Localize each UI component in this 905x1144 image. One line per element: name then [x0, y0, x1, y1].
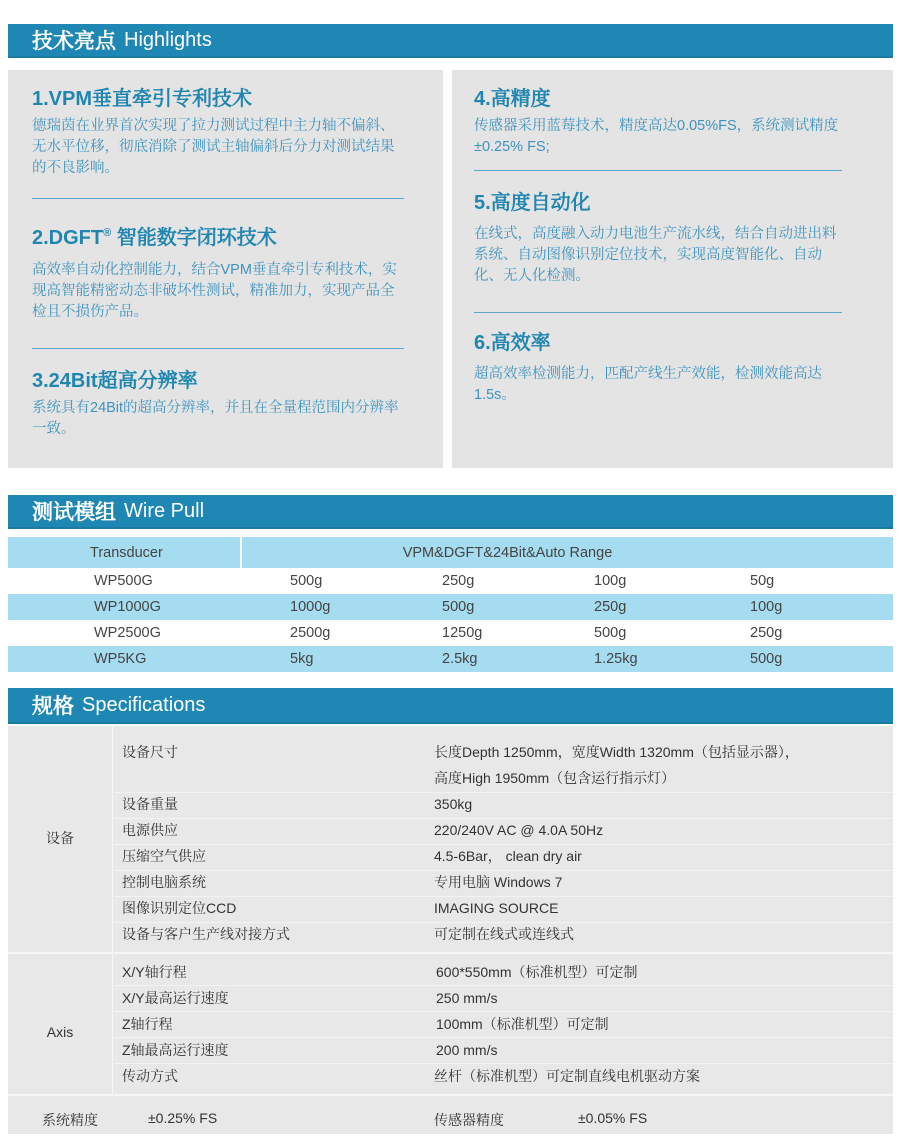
highlight-item-1 — [32, 86, 404, 179]
range-cell: 250g — [594, 599, 627, 615]
spec-row — [114, 1063, 893, 1089]
divider — [112, 726, 113, 952]
highlight-desc: 高效率自动化控制能力，结合VPM垂直牵引专利技术，实现高智能精密动态非破坏性测试，精准加力，实现产品全检且不损伤产品。 — [32, 262, 397, 320]
spec-key: 设备尺寸 — [122, 744, 178, 760]
spec-value: 高度High 1950mm（包含运行指示灯） — [434, 770, 676, 786]
spec-value: 长度Depth 1250mm，宽度Width 1320mm（包括显示器）， — [434, 744, 799, 760]
table-header — [8, 537, 893, 568]
highlight-desc: 德瑞茵在业界首次实现了拉力测试过程中主力轴不偏斜、无水平位移，彻底消除了测试主轴偏斜后分力对测试结果的不良影响。 — [32, 118, 395, 176]
highlight-desc: 超高效率检测能力，匹配产线生产效能，检测效能高达1.5s。 — [474, 366, 822, 403]
spec-key: X/Y最高运行速度 — [122, 990, 229, 1006]
spec-row — [114, 869, 893, 895]
range-cell: 250g — [750, 625, 783, 641]
spec-key: X/Y轴行程 — [122, 964, 187, 980]
spec-value: 200 mm/s — [436, 1042, 498, 1058]
highlight-title: 3.24Bit超高分辨率 — [32, 370, 198, 392]
table-row — [8, 646, 893, 672]
header-tech: VPM&DGFT&24Bit&Auto Range — [402, 544, 613, 561]
spec-key: Z轴行程 — [122, 1016, 173, 1032]
spec-value: 350kg — [434, 796, 473, 812]
wirepull-title-en: Wire Pull — [124, 499, 205, 522]
spec-group-label: 设备 — [46, 830, 74, 846]
spec-value: 专用电脑 Windows 7 — [434, 874, 563, 890]
highlight-item-2 — [32, 220, 404, 323]
spec-value: 250 mm/s — [436, 990, 498, 1006]
model-cell: WP5KG — [94, 651, 147, 667]
divider — [8, 1094, 893, 1096]
spec-key: Z轴最高运行速度 — [122, 1042, 229, 1058]
range-cell: 5kg — [290, 651, 314, 667]
highlight-title: 1.VPM垂直牵引专利技术 — [32, 88, 253, 110]
wirepull-table — [8, 537, 893, 672]
highlight-item-3 — [32, 368, 404, 440]
range-cell: 1250g — [442, 625, 483, 641]
wirepull-title-cn: 测试模组 — [32, 501, 116, 524]
range-cell: 500g — [750, 651, 783, 667]
highlight-desc: 在线式，高度融入动力电池生产流水线，结合自动进出料系统、自动图像识别定位技术，实现高度智能化、自动化、无人化检测。 — [474, 226, 837, 284]
divider — [112, 954, 113, 1094]
range-cell: 250g — [442, 573, 475, 589]
spec-value: 丝杆（标准机型）可定制直线电机驱动方案 — [434, 1068, 700, 1084]
system-accuracy-value: ±0.25% FS — [148, 1110, 218, 1126]
sensor-accuracy-label: 传感器精度 — [434, 1112, 504, 1128]
highlight-title: 5.高度自动化 — [474, 192, 591, 214]
spec-row — [114, 791, 893, 817]
range-cell: 50g — [750, 573, 775, 589]
spec-key: 设备重量 — [122, 796, 178, 812]
spec-key: 电源供应 — [122, 822, 178, 838]
highlights-right-panel — [452, 70, 893, 468]
spec-key: 传动方式 — [122, 1068, 178, 1084]
spec-row — [114, 739, 893, 765]
highlight-title-rest: 智能数字闭环技术 — [116, 227, 277, 249]
highlight-title: 4.高精度 — [474, 88, 551, 110]
spec-row — [114, 1011, 893, 1037]
range-cell: 100g — [750, 599, 783, 615]
highlight-title: 6.高效率 — [474, 332, 551, 354]
system-accuracy-label: 系统精度 — [42, 1112, 98, 1128]
highlight-item-6 — [474, 330, 844, 406]
spec-key: 设备与客户生产线对接方式 — [122, 926, 290, 942]
specs-header — [8, 688, 893, 724]
spec-footer-row — [8, 1106, 893, 1132]
divider — [32, 198, 404, 199]
highlights-header — [8, 24, 893, 58]
range-cell: 2500g — [290, 625, 331, 641]
spec-row — [114, 1037, 893, 1063]
range-cell: 500g — [442, 599, 475, 615]
range-cell: 1000g — [290, 599, 331, 615]
divider — [474, 312, 842, 313]
divider — [474, 170, 842, 171]
range-cell: 2.5kg — [442, 651, 478, 667]
highlight-desc: 传感器采用蓝莓技术，精度高达0.05%FS，系统测试精度 ±0.25% FS; — [474, 118, 839, 155]
table-row — [8, 620, 893, 646]
highlights-title-en: Highlights — [124, 28, 212, 51]
specs-title-cn: 规格 — [32, 695, 74, 718]
highlight-item-4 — [474, 86, 844, 158]
range-cell: 500g — [594, 625, 627, 641]
spec-row — [114, 817, 893, 843]
model-cell: WP2500G — [94, 625, 161, 641]
spec-row — [114, 921, 893, 947]
spec-group-label: Axis — [46, 1024, 74, 1040]
spec-row — [114, 843, 893, 869]
range-cell: 100g — [594, 573, 627, 589]
spec-row — [114, 985, 893, 1011]
specs-title-en: Specifications — [82, 693, 206, 716]
highlight-desc: 系统具有24Bit的超高分辨率，并且在全量程范围内分辨率一致。 — [32, 400, 399, 437]
table-row — [8, 594, 893, 620]
spec-value: 220/240V AC @ 4.0A 50Hz — [434, 822, 604, 838]
highlight-item-5 — [474, 190, 844, 287]
highlight-title-main: 2.DGFT — [32, 227, 104, 249]
divider — [32, 348, 404, 349]
spec-row — [114, 765, 893, 791]
wirepull-header — [8, 495, 893, 529]
model-cell: WP500G — [94, 573, 153, 589]
highlights-left-panel — [8, 70, 443, 468]
registered-mark: ® — [103, 227, 112, 239]
spec-key: 图像识别定位CCD — [122, 900, 237, 916]
spec-value: 可定制在线式或连线式 — [434, 926, 574, 942]
spec-value: 600*550mm（标准机型）可定制 — [436, 964, 638, 980]
spec-key: 控制电脑系统 — [122, 874, 206, 890]
divider — [8, 952, 893, 954]
spec-key: 压缩空气供应 — [122, 848, 206, 864]
spec-row — [114, 959, 893, 985]
range-cell: 500g — [290, 573, 323, 589]
highlights-title-cn: 技术亮点 — [32, 30, 116, 53]
sensor-accuracy-value: ±0.05% FS — [578, 1110, 648, 1126]
header-transducer: Transducer — [8, 537, 242, 568]
range-cell: 1.25kg — [594, 651, 638, 667]
table-row — [8, 568, 893, 594]
spec-row — [114, 895, 893, 921]
spec-value: 100mm（标准机型）可定制 — [436, 1016, 609, 1032]
specs-table — [8, 726, 893, 1134]
model-cell: WP1000G — [94, 599, 161, 615]
spec-value: 4.5-6Bar， clean dry air — [434, 848, 582, 864]
highlight-title — [32, 220, 404, 251]
spec-value: IMAGING SOURCE — [434, 900, 559, 916]
